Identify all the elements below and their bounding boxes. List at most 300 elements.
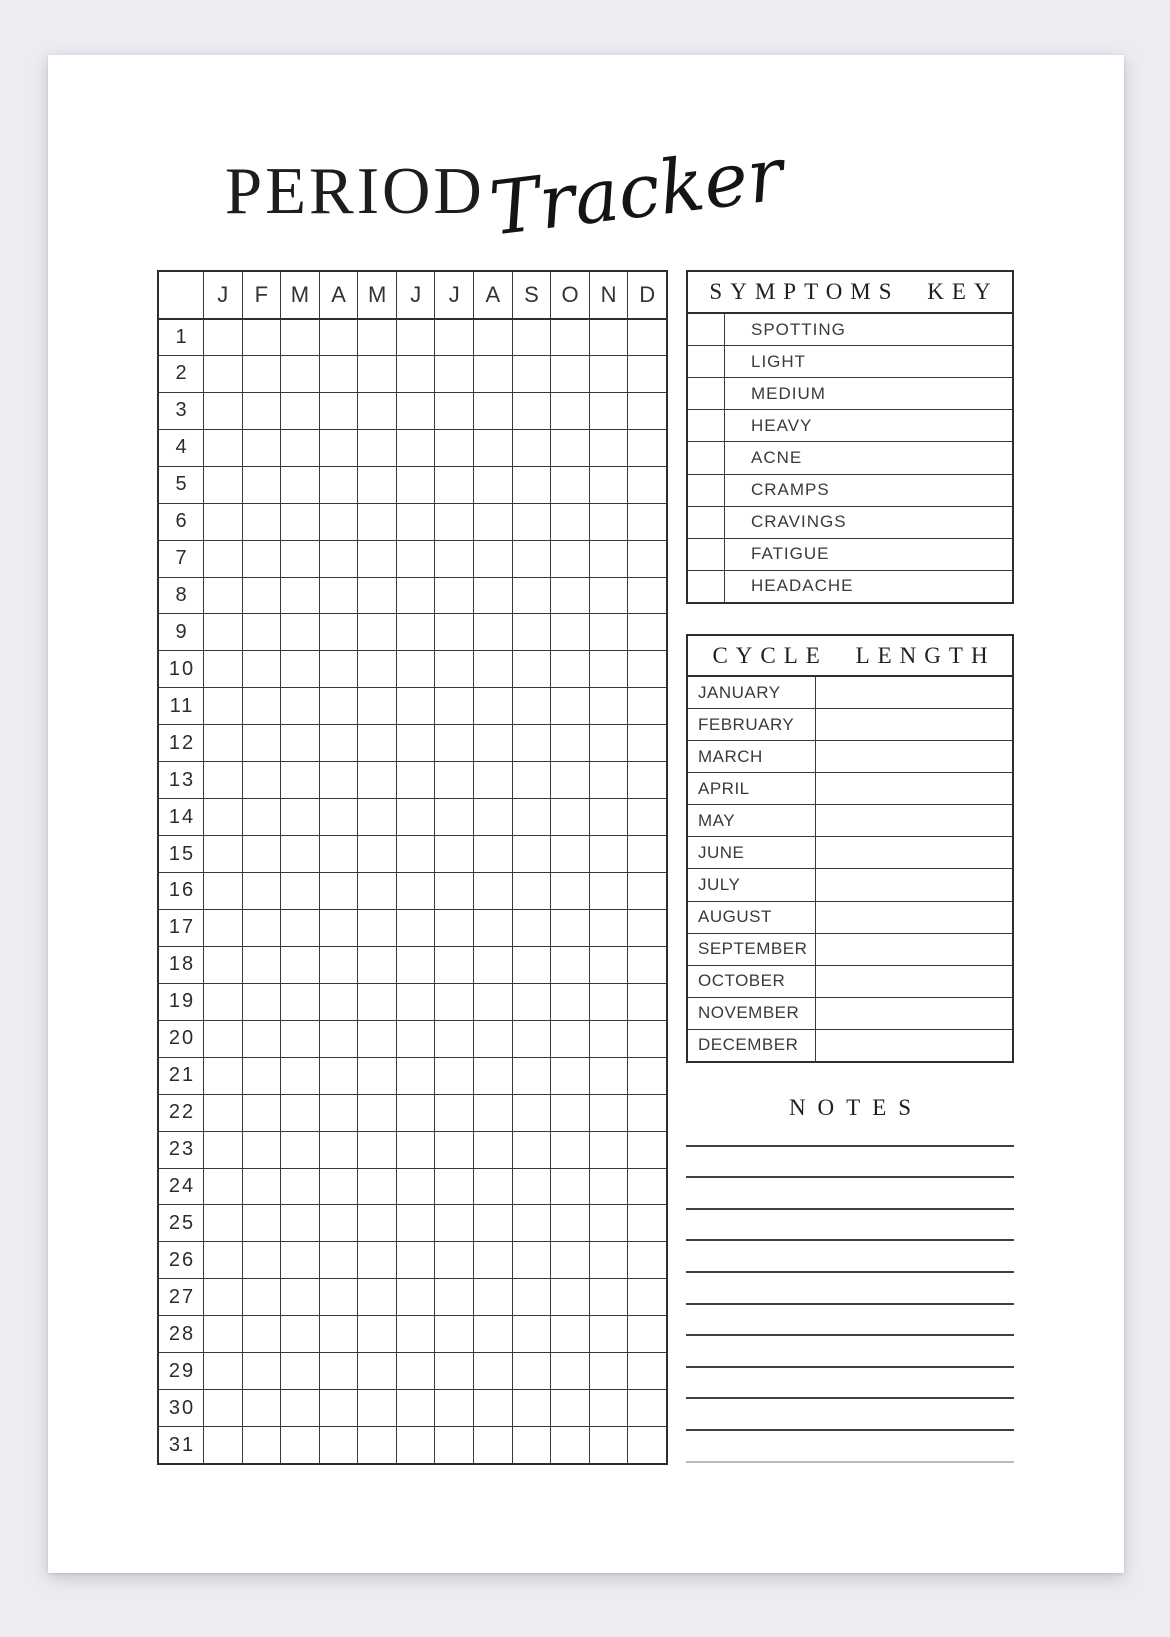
grid-cell — [434, 946, 473, 983]
grid-cell — [473, 466, 512, 503]
grid-cell — [473, 724, 512, 761]
grid-cell — [203, 355, 242, 392]
grid-cell — [589, 613, 628, 650]
grid-cell — [280, 946, 319, 983]
grid-cell — [280, 540, 319, 577]
grid-day-label: 31 — [159, 1426, 203, 1463]
grid-cell — [280, 1131, 319, 1168]
cycle-month-row — [688, 997, 1012, 1029]
grid-cell — [550, 1094, 589, 1131]
grid-cell — [550, 466, 589, 503]
grid-cell — [434, 909, 473, 946]
grid-cell — [319, 983, 358, 1020]
symptom-swatch-cell — [688, 410, 725, 441]
grid-cell — [627, 318, 666, 355]
grid-day-label: 20 — [159, 1020, 203, 1057]
grid-cell — [280, 503, 319, 540]
grid-cell — [512, 1241, 551, 1278]
grid-cell — [473, 1204, 512, 1241]
grid-cell — [203, 540, 242, 577]
grid-cell — [280, 1020, 319, 1057]
grid-cell — [242, 1131, 281, 1168]
cycle-length-value-cell — [816, 1030, 1012, 1061]
grid-cell — [589, 946, 628, 983]
grid-cell — [280, 1278, 319, 1315]
grid-cell — [357, 355, 396, 392]
cycle-month-row — [688, 708, 1012, 740]
grid-cell — [434, 503, 473, 540]
grid-cell — [473, 429, 512, 466]
grid-cell — [627, 835, 666, 872]
grid-cell — [357, 466, 396, 503]
grid-cell — [627, 613, 666, 650]
grid-cell — [512, 946, 551, 983]
grid-cell — [627, 466, 666, 503]
grid-cell — [280, 650, 319, 687]
grid-cell — [473, 909, 512, 946]
grid-cell — [203, 983, 242, 1020]
cycle-month-label: OCTOBER — [688, 966, 816, 997]
grid-cell — [242, 872, 281, 909]
cycle-month-label: JULY — [688, 869, 816, 900]
grid-cell — [473, 798, 512, 835]
cycle-month-label: JUNE — [688, 837, 816, 868]
grid-cell — [473, 1057, 512, 1094]
grid-month-header: N — [589, 272, 628, 318]
grid-cell — [203, 1020, 242, 1057]
grid-cell — [396, 355, 435, 392]
grid-day-label: 19 — [159, 983, 203, 1020]
grid-cell — [357, 429, 396, 466]
grid-cell — [319, 724, 358, 761]
grid-cell — [550, 1426, 589, 1463]
grid-cell — [589, 540, 628, 577]
grid-cell — [627, 1278, 666, 1315]
grid-cell — [319, 503, 358, 540]
grid-cell — [396, 577, 435, 614]
grid-cell — [203, 1057, 242, 1094]
grid-cell — [550, 650, 589, 687]
grid-cell — [319, 1389, 358, 1426]
grid-cell — [473, 946, 512, 983]
grid-cell — [357, 613, 396, 650]
grid-cell — [280, 429, 319, 466]
grid-cell — [280, 983, 319, 1020]
grid-cell — [512, 983, 551, 1020]
symptom-row — [688, 377, 1012, 409]
grid-cell — [242, 835, 281, 872]
symptom-label: ACNE — [751, 447, 803, 467]
grid-cell — [627, 983, 666, 1020]
grid-cell — [512, 1204, 551, 1241]
cycle-month-row — [688, 804, 1012, 836]
grid-cell — [280, 1352, 319, 1389]
grid-cell — [550, 429, 589, 466]
grid-cell — [319, 798, 358, 835]
grid-cell — [280, 1426, 319, 1463]
grid-cell — [319, 872, 358, 909]
grid-cell — [627, 429, 666, 466]
grid-cell — [512, 1389, 551, 1426]
grid-cell — [434, 1241, 473, 1278]
symptom-row — [688, 409, 1012, 441]
grid-corner-cell — [159, 272, 203, 318]
grid-cell — [589, 983, 628, 1020]
grid-cell — [242, 1315, 281, 1352]
cycle-month-label: APRIL — [688, 773, 816, 804]
grid-cell — [627, 1352, 666, 1389]
grid-cell — [319, 1426, 358, 1463]
grid-cell — [242, 761, 281, 798]
cycle-length-value-cell — [816, 741, 1012, 772]
grid-cell — [357, 1020, 396, 1057]
grid-cell — [550, 1168, 589, 1205]
grid-day-label: 2 — [159, 355, 203, 392]
grid-cell — [280, 761, 319, 798]
symptom-label: CRAMPS — [751, 480, 830, 500]
grid-cell — [357, 650, 396, 687]
grid-cell — [319, 429, 358, 466]
grid-cell — [627, 1057, 666, 1094]
grid-cell — [473, 355, 512, 392]
cycle-month-label: MAY — [688, 805, 816, 836]
grid-cell — [434, 1168, 473, 1205]
grid-cell — [589, 1278, 628, 1315]
grid-cell — [280, 466, 319, 503]
grid-cell — [396, 318, 435, 355]
grid-cell — [396, 1315, 435, 1352]
grid-cell — [627, 946, 666, 983]
grid-cell — [434, 466, 473, 503]
grid-cell — [627, 355, 666, 392]
grid-cell — [357, 1094, 396, 1131]
grid-cell — [473, 1020, 512, 1057]
grid-cell — [203, 761, 242, 798]
cycle-length-value-cell — [816, 805, 1012, 836]
grid-cell — [319, 355, 358, 392]
grid-cell — [550, 872, 589, 909]
grid-day-label: 26 — [159, 1241, 203, 1278]
grid-cell — [203, 466, 242, 503]
grid-cell — [357, 540, 396, 577]
grid-cell — [203, 724, 242, 761]
symptom-label: HEADACHE — [751, 576, 854, 596]
grid-cell — [357, 761, 396, 798]
cycle-length-box — [686, 634, 1014, 1063]
grid-cell — [357, 577, 396, 614]
cycle-month-row — [688, 740, 1012, 772]
grid-day-label: 3 — [159, 392, 203, 429]
grid-cell — [627, 1241, 666, 1278]
grid-cell — [203, 687, 242, 724]
grid-month-header: J — [203, 272, 242, 318]
grid-cell — [589, 835, 628, 872]
grid-day-label: 10 — [159, 650, 203, 687]
grid-day-label: 14 — [159, 798, 203, 835]
notes-lines — [686, 1115, 1014, 1463]
grid-cell — [203, 650, 242, 687]
symptom-row — [688, 474, 1012, 506]
grid-cell — [473, 540, 512, 577]
grid-cell — [357, 1057, 396, 1094]
cycle-length-value-cell — [816, 869, 1012, 900]
grid-cell — [473, 1389, 512, 1426]
grid-cell — [550, 355, 589, 392]
grid-day-label: 7 — [159, 540, 203, 577]
cycle-length-value-cell — [816, 998, 1012, 1029]
grid-cell — [319, 650, 358, 687]
grid-cell — [434, 318, 473, 355]
grid-cell — [242, 1168, 281, 1205]
grid-cell — [512, 1131, 551, 1168]
grid-cell — [203, 798, 242, 835]
grid-month-header: J — [396, 272, 435, 318]
grid-day-label: 8 — [159, 577, 203, 614]
grid-cell — [434, 1131, 473, 1168]
grid-cell — [357, 1168, 396, 1205]
grid-cell — [203, 1426, 242, 1463]
grid-cell — [203, 577, 242, 614]
grid-cell — [627, 687, 666, 724]
cycle-month-label: JANUARY — [688, 677, 816, 708]
grid-cell — [319, 540, 358, 577]
grid-cell — [627, 1131, 666, 1168]
grid-cell — [242, 429, 281, 466]
grid-cell — [434, 613, 473, 650]
note-line — [686, 1115, 1014, 1147]
grid-cell — [357, 1315, 396, 1352]
note-line — [686, 1336, 1014, 1368]
grid-cell — [550, 503, 589, 540]
symptom-row — [688, 441, 1012, 473]
grid-cell — [627, 872, 666, 909]
grid-cell — [512, 466, 551, 503]
grid-cell — [396, 835, 435, 872]
grid-cell — [589, 724, 628, 761]
page-title-accent: Tracker — [485, 131, 788, 253]
grid-cell — [473, 1131, 512, 1168]
grid-cell — [434, 1020, 473, 1057]
grid-cell — [396, 983, 435, 1020]
grid-cell — [396, 761, 435, 798]
grid-cell — [473, 1168, 512, 1205]
grid-cell — [473, 1426, 512, 1463]
grid-cell — [550, 1204, 589, 1241]
grid-cell — [319, 761, 358, 798]
symptoms-key-title: SYMPTOMS KEY — [688, 272, 1012, 314]
grid-cell — [357, 1204, 396, 1241]
grid-cell — [550, 1020, 589, 1057]
grid-cell — [589, 503, 628, 540]
grid-cell — [473, 613, 512, 650]
grid-day-label: 29 — [159, 1352, 203, 1389]
grid-cell — [203, 613, 242, 650]
grid-cell — [589, 466, 628, 503]
grid-cell — [203, 909, 242, 946]
grid-cell — [627, 577, 666, 614]
grid-cell — [396, 540, 435, 577]
grid-cell — [512, 872, 551, 909]
grid-cell — [627, 761, 666, 798]
grid-cell — [242, 798, 281, 835]
grid-cell — [319, 1278, 358, 1315]
grid-cell — [280, 687, 319, 724]
grid-cell — [203, 835, 242, 872]
grid-day-label: 16 — [159, 872, 203, 909]
grid-cell — [319, 1094, 358, 1131]
symptom-swatch-cell — [688, 314, 725, 345]
grid-day-label: 24 — [159, 1168, 203, 1205]
note-line — [686, 1210, 1014, 1242]
grid-day-label: 27 — [159, 1278, 203, 1315]
grid-cell — [473, 392, 512, 429]
grid-cell — [512, 1352, 551, 1389]
cycle-month-label: AUGUST — [688, 902, 816, 933]
grid-cell — [589, 1168, 628, 1205]
grid-cell — [550, 835, 589, 872]
grid-cell — [396, 1278, 435, 1315]
grid-cell — [627, 1020, 666, 1057]
grid-cell — [396, 724, 435, 761]
note-line — [686, 1399, 1014, 1431]
grid-cell — [627, 503, 666, 540]
symptom-swatch-cell — [688, 475, 725, 506]
grid-cell — [550, 392, 589, 429]
symptom-swatch-cell — [688, 346, 725, 377]
grid-cell — [589, 1057, 628, 1094]
note-line — [686, 1368, 1014, 1400]
grid-cell — [357, 318, 396, 355]
grid-month-header: A — [319, 272, 358, 318]
grid-cell — [473, 503, 512, 540]
cycle-month-row — [688, 1029, 1012, 1061]
grid-cell — [512, 1426, 551, 1463]
grid-cell — [319, 1315, 358, 1352]
grid-cell — [512, 1020, 551, 1057]
grid-cell — [434, 724, 473, 761]
grid-cell — [357, 1131, 396, 1168]
grid-cell — [512, 1278, 551, 1315]
grid-day-label: 6 — [159, 503, 203, 540]
grid-cell — [434, 983, 473, 1020]
grid-cell — [357, 503, 396, 540]
grid-cell — [319, 946, 358, 983]
grid-cell — [357, 1241, 396, 1278]
grid-cell — [280, 798, 319, 835]
cycle-month-row — [688, 772, 1012, 804]
grid-cell — [319, 392, 358, 429]
grid-cell — [280, 1094, 319, 1131]
grid-cell — [280, 909, 319, 946]
grid-cell — [242, 355, 281, 392]
cycle-length-title: CYCLE LENGTH — [688, 636, 1012, 677]
page-title-main: PERIOD — [224, 154, 485, 228]
note-line — [686, 1241, 1014, 1273]
cycle-month-row — [688, 836, 1012, 868]
grid-cell — [627, 1426, 666, 1463]
grid-day-label: 28 — [159, 1315, 203, 1352]
grid-cell — [396, 613, 435, 650]
cycle-month-label: FEBRUARY — [688, 709, 816, 740]
grid-day-label: 4 — [159, 429, 203, 466]
grid-cell — [512, 1168, 551, 1205]
grid-cell — [589, 1426, 628, 1463]
grid-cell — [203, 946, 242, 983]
symptom-swatch-cell — [688, 571, 725, 602]
symptom-row — [688, 506, 1012, 538]
grid-cell — [434, 1389, 473, 1426]
grid-cell — [203, 1204, 242, 1241]
grid-cell — [203, 1352, 242, 1389]
grid-cell — [357, 872, 396, 909]
grid-cell — [434, 1426, 473, 1463]
grid-cell — [589, 872, 628, 909]
note-line — [686, 1273, 1014, 1305]
grid-cell — [396, 687, 435, 724]
grid-month-header: O — [550, 272, 589, 318]
grid-cell — [512, 1094, 551, 1131]
grid-cell — [434, 835, 473, 872]
grid-cell — [203, 872, 242, 909]
grid-month-header: A — [473, 272, 512, 318]
grid-cell — [627, 1168, 666, 1205]
cycle-length-value-cell — [816, 773, 1012, 804]
symptom-label: CRAVINGS — [751, 512, 847, 532]
page-title — [224, 131, 788, 253]
grid-cell — [473, 1352, 512, 1389]
grid-cell — [434, 429, 473, 466]
grid-cell — [396, 1131, 435, 1168]
grid-cell — [473, 872, 512, 909]
grid-cell — [550, 540, 589, 577]
grid-cell — [242, 650, 281, 687]
cycle-month-label: NOVEMBER — [688, 998, 816, 1029]
grid-month-header: F — [242, 272, 281, 318]
cycle-length-value-cell — [816, 934, 1012, 965]
symptom-row — [688, 538, 1012, 570]
grid-day-label: 9 — [159, 613, 203, 650]
grid-cell — [550, 798, 589, 835]
grid-cell — [589, 1315, 628, 1352]
grid-cell — [396, 1094, 435, 1131]
symptom-row — [688, 345, 1012, 377]
grid-day-label: 25 — [159, 1204, 203, 1241]
grid-cell — [203, 1131, 242, 1168]
grid-cell — [473, 1278, 512, 1315]
grid-cell — [396, 503, 435, 540]
grid-cell — [473, 1241, 512, 1278]
grid-cell — [242, 1094, 281, 1131]
grid-cell — [280, 355, 319, 392]
grid-day-label: 11 — [159, 687, 203, 724]
grid-cell — [512, 392, 551, 429]
grid-cell — [319, 577, 358, 614]
grid-cell — [627, 798, 666, 835]
grid-cell — [512, 1315, 551, 1352]
grid-cell — [242, 577, 281, 614]
period-grid — [157, 270, 668, 1465]
symptoms-key-box — [686, 270, 1014, 604]
grid-cell — [589, 577, 628, 614]
grid-cell — [396, 872, 435, 909]
grid-cell — [589, 1020, 628, 1057]
grid-cell — [550, 318, 589, 355]
grid-cell — [512, 687, 551, 724]
grid-cell — [319, 613, 358, 650]
grid-cell — [280, 1241, 319, 1278]
grid-month-header: D — [627, 272, 666, 318]
grid-cell — [280, 1204, 319, 1241]
